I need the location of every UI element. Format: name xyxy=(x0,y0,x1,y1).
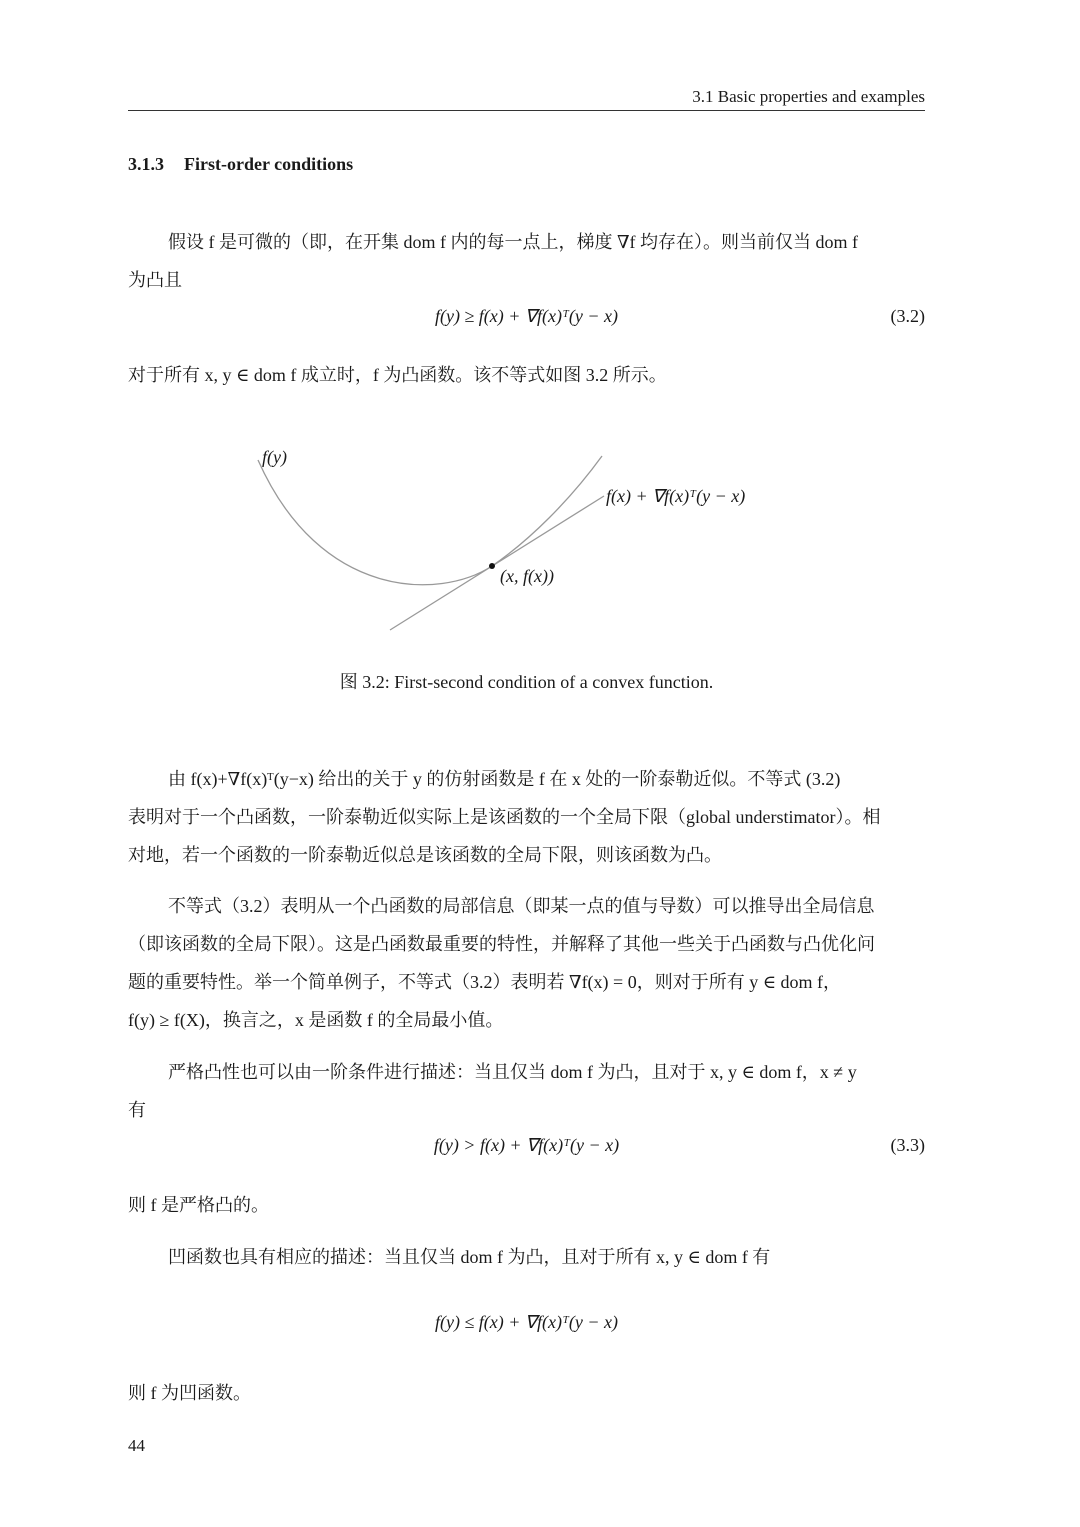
paragraph-5 xyxy=(128,1053,925,1129)
curve-label: f(y) xyxy=(262,447,287,467)
tangent-line xyxy=(390,496,604,630)
paragraph-3 xyxy=(128,760,925,874)
section-number: 3.1.3 xyxy=(128,154,164,174)
paragraph-line: 凹函数也具有相应的描述：当且仅当 dom f 为凸，且对于所有 x, y ∈ dom f 有 xyxy=(168,1247,771,1267)
paragraph-line: 由 f(x)+∇f(x)ᵀ(y−x) 给出的关于 y 的仿射函数是 f 在 x 处的一阶泰勒近似。不等式 (3.2) xyxy=(168,769,841,789)
equation-number: (3.2) xyxy=(890,306,925,326)
running-header xyxy=(128,86,925,111)
paragraph-line: 则 f 为凹函数。 xyxy=(128,1383,251,1403)
section-title: First-order conditions xyxy=(184,154,354,174)
paragraph-line: 则 f 是严格凸的。 xyxy=(128,1195,269,1215)
section-heading xyxy=(128,154,353,175)
paragraph-line: 题的重要特性。举一个简单例子，不等式（3.2）表明若 ∇f(x) = 0，则对于所有 y ∈ dom f， xyxy=(128,972,842,992)
equation-expression: f(y) > f(x) + ∇f(x)ᵀ(y − x) xyxy=(433,1135,620,1155)
paragraph-line: 严格凸性也可以由一阶条件进行描述：当且仅当 dom f 为凸，且对于 x, y ∈ dom f，x ≠ y xyxy=(168,1062,857,1082)
paragraph-line: （即该函数的全局下限）。这是凸函数最重要的特性，并解释了其他一些关于凸函数与凸优化问 xyxy=(128,934,875,954)
paragraph-2 xyxy=(128,356,925,394)
paragraph-6 xyxy=(128,1186,925,1224)
point-label: (x, f(x)) xyxy=(500,566,554,586)
paragraph-1 xyxy=(128,223,925,299)
figure-caption: 图 3.2: First-second condition of a convex function. xyxy=(339,672,714,692)
equation-expression: f(y) ≥ f(x) + ∇f(x)ᵀ(y − x) xyxy=(434,306,619,326)
equation-3-2 xyxy=(128,306,925,336)
paragraph-line: 有 xyxy=(128,1100,146,1120)
page-number: 44 xyxy=(128,1436,145,1455)
equation-3-3 xyxy=(128,1135,925,1165)
paragraph-4 xyxy=(128,887,925,1039)
paragraph-line: f(y) ≥ f(X)，换言之，x 是函数 f 的全局最小值。 xyxy=(128,1010,504,1030)
running-title: 3.1 Basic properties and examples xyxy=(692,87,925,106)
paragraph-line: 不等式（3.2）表明从一个凸函数的局部信息（即某一点的值与导数）可以推导出全局信息 xyxy=(168,896,875,916)
paragraph-line: 表明对于一个凸函数，一阶泰勒近似实际上是该函数的一个全局下限（global understimator）。相 xyxy=(128,807,881,827)
equation-number: (3.3) xyxy=(890,1135,925,1155)
paragraph-line: 对地，若一个函数的一阶泰勒近似总是该函数的全局下限，则该函数为凸。 xyxy=(128,845,722,865)
equation-expression: f(y) ≤ f(x) + ∇f(x)ᵀ(y − x) xyxy=(434,1312,619,1332)
tangency-point xyxy=(489,563,495,569)
paragraph-line: 对于所有 x, y ∈ dom f 成立时，f 为凸函数。该不等式如图 3.2 所示。 xyxy=(128,365,667,385)
equation-concave xyxy=(128,1312,925,1342)
paragraph-line: 假设 f 是可微的（即，在开集 dom f 内的每一点上，梯度 ∇f 均存在）。则当前仅当 dom f xyxy=(168,232,859,252)
tangent-label: f(x) + ∇f(x)ᵀ(y − x) xyxy=(606,486,746,506)
paragraph-7 xyxy=(128,1238,925,1276)
figure-3-2 xyxy=(240,440,820,640)
paragraph-line: 为凸且 xyxy=(128,270,182,290)
paragraph-8 xyxy=(128,1374,925,1412)
